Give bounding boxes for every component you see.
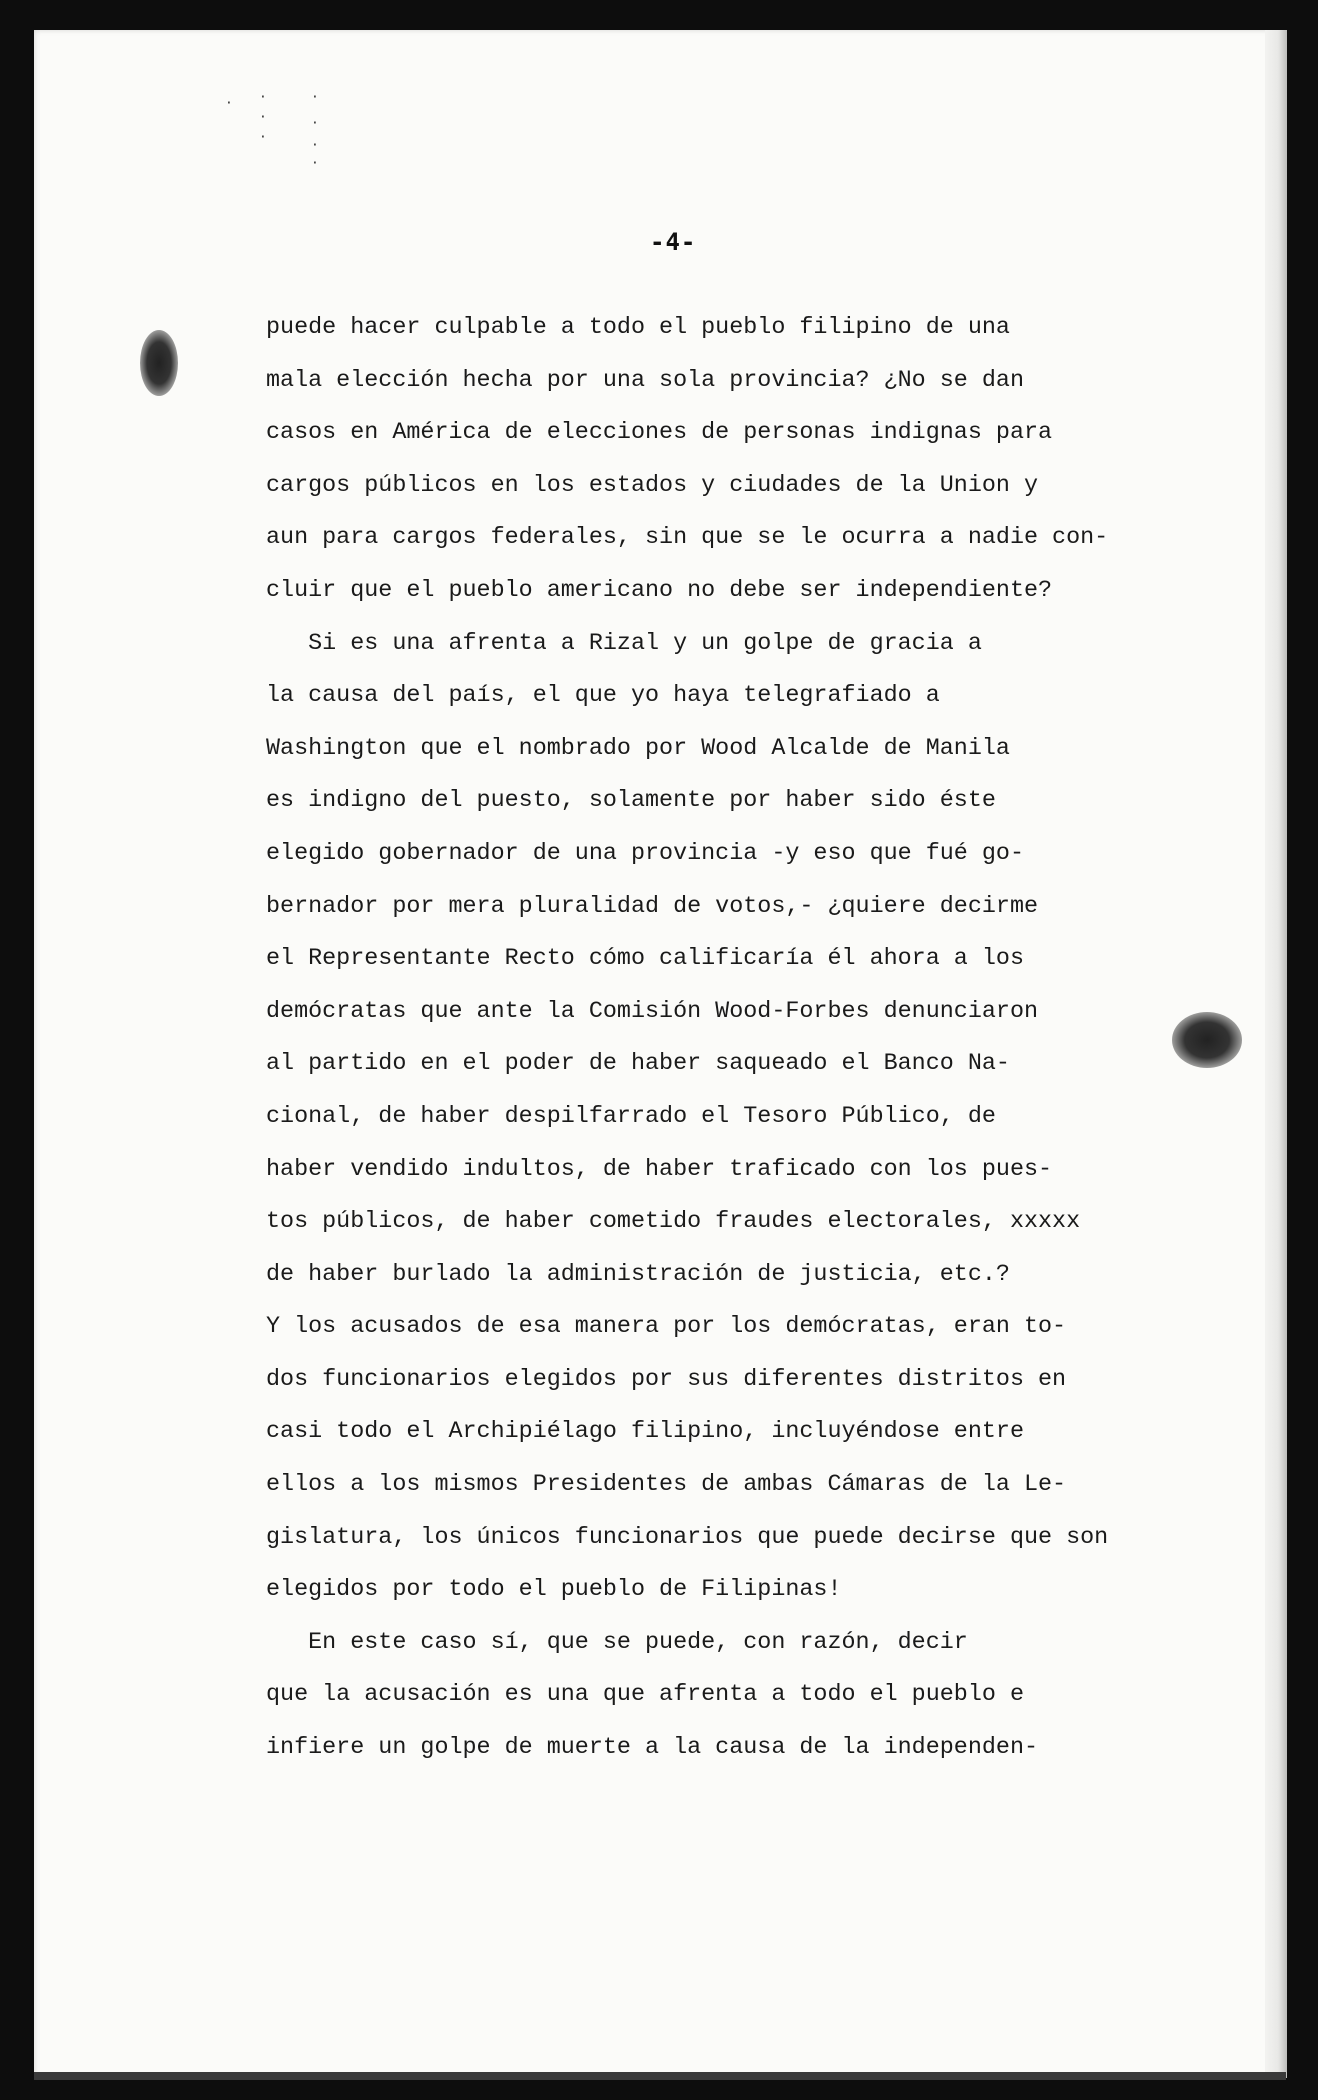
text-line: elegido gobernador de una provincia -y eso que fué go-	[266, 840, 1024, 867]
text-line: la causa del país, el que yo haya telegrafiado a	[266, 683, 940, 710]
text-line: de haber burlado la administración de justicia, etc.?	[266, 1261, 1010, 1288]
text-line: casos en América de elecciones de personas indignas para	[266, 420, 1053, 447]
ink-dot: ·	[225, 96, 233, 111]
text-line: ellos a los mismos Presidentes de ambas Cámaras de la Le-	[266, 1472, 1067, 1499]
text-line: el Representante Recto cómo calificaría él ahora a los	[266, 946, 1024, 973]
text-line: dos funcionarios elegidos por sus diferentes distritos en	[266, 1366, 1067, 1393]
text-line: es indigno del puesto, solamente por haber sido éste	[266, 788, 996, 815]
body-text	[266, 302, 1206, 1775]
ink-dot: ·	[311, 90, 319, 105]
ink-dot: ·	[259, 110, 267, 125]
text-line: casi todo el Archipiélago filipino, incluyéndose entre	[266, 1419, 1024, 1446]
margin-ink-marks	[215, 90, 325, 180]
ink-dot: ·	[311, 116, 319, 131]
ink-dot: ·	[259, 90, 267, 105]
text-line: al partido en el poder de haber saqueado el Banco Na-	[266, 1051, 1010, 1078]
ink-dot: ·	[311, 156, 319, 171]
text-line: tos públicos, de haber cometido fraudes electorales, xxxxx	[266, 1209, 1081, 1236]
page-edge-bottom	[34, 2072, 1286, 2080]
page-number: -4-	[650, 228, 697, 256]
text-line: elegidos por todo el pueblo de Filipinas!	[266, 1577, 842, 1604]
text-line: gislatura, los únicos funcionarios que puede decirse que son	[266, 1524, 1109, 1551]
text-line: haber vendido indultos, de haber traficado con los pues-	[266, 1156, 1053, 1183]
text-line: Si es una afrenta a Rizal y un golpe de gracia a	[266, 630, 982, 657]
text-line: cargos públicos en los estados y ciudades de la Union y	[266, 472, 1039, 499]
text-line: bernador por mera pluralidad de votos,- ¿quiere decirme	[266, 893, 1039, 920]
text-line: Washington que el nombrado por Wood Alcalde de Manila	[266, 735, 1010, 762]
ink-dot: ·	[311, 138, 319, 153]
ink-smudge-left	[140, 330, 178, 396]
page-edge-right	[1265, 30, 1287, 2078]
text-line: mala elección hecha por una sola provincia? ¿No se dan	[266, 367, 1024, 394]
text-line: Y los acusados de esa manera por los demócratas, eran to-	[266, 1314, 1067, 1341]
text-line: En este caso sí, que se puede, con razón, decir	[266, 1629, 968, 1656]
text-line: puede hacer culpable a todo el pueblo filipino de una	[266, 315, 1010, 341]
text-line: aun para cargos federales, sin que se le ocurra a nadie con-	[266, 525, 1109, 552]
text-line: que la acusación es una que afrenta a todo el pueblo e	[266, 1682, 1024, 1709]
text-line: cluir que el pueblo americano no debe ser independiente?	[266, 577, 1053, 604]
text-line: demócratas que ante la Comisión Wood-Forbes denunciaron	[266, 998, 1039, 1025]
ink-dot: ·	[259, 130, 267, 145]
text-line: infiere un golpe de muerte a la causa de la independen-	[266, 1735, 1039, 1762]
text-line: cional, de haber despilfarrado el Tesoro Público, de	[266, 1103, 996, 1130]
